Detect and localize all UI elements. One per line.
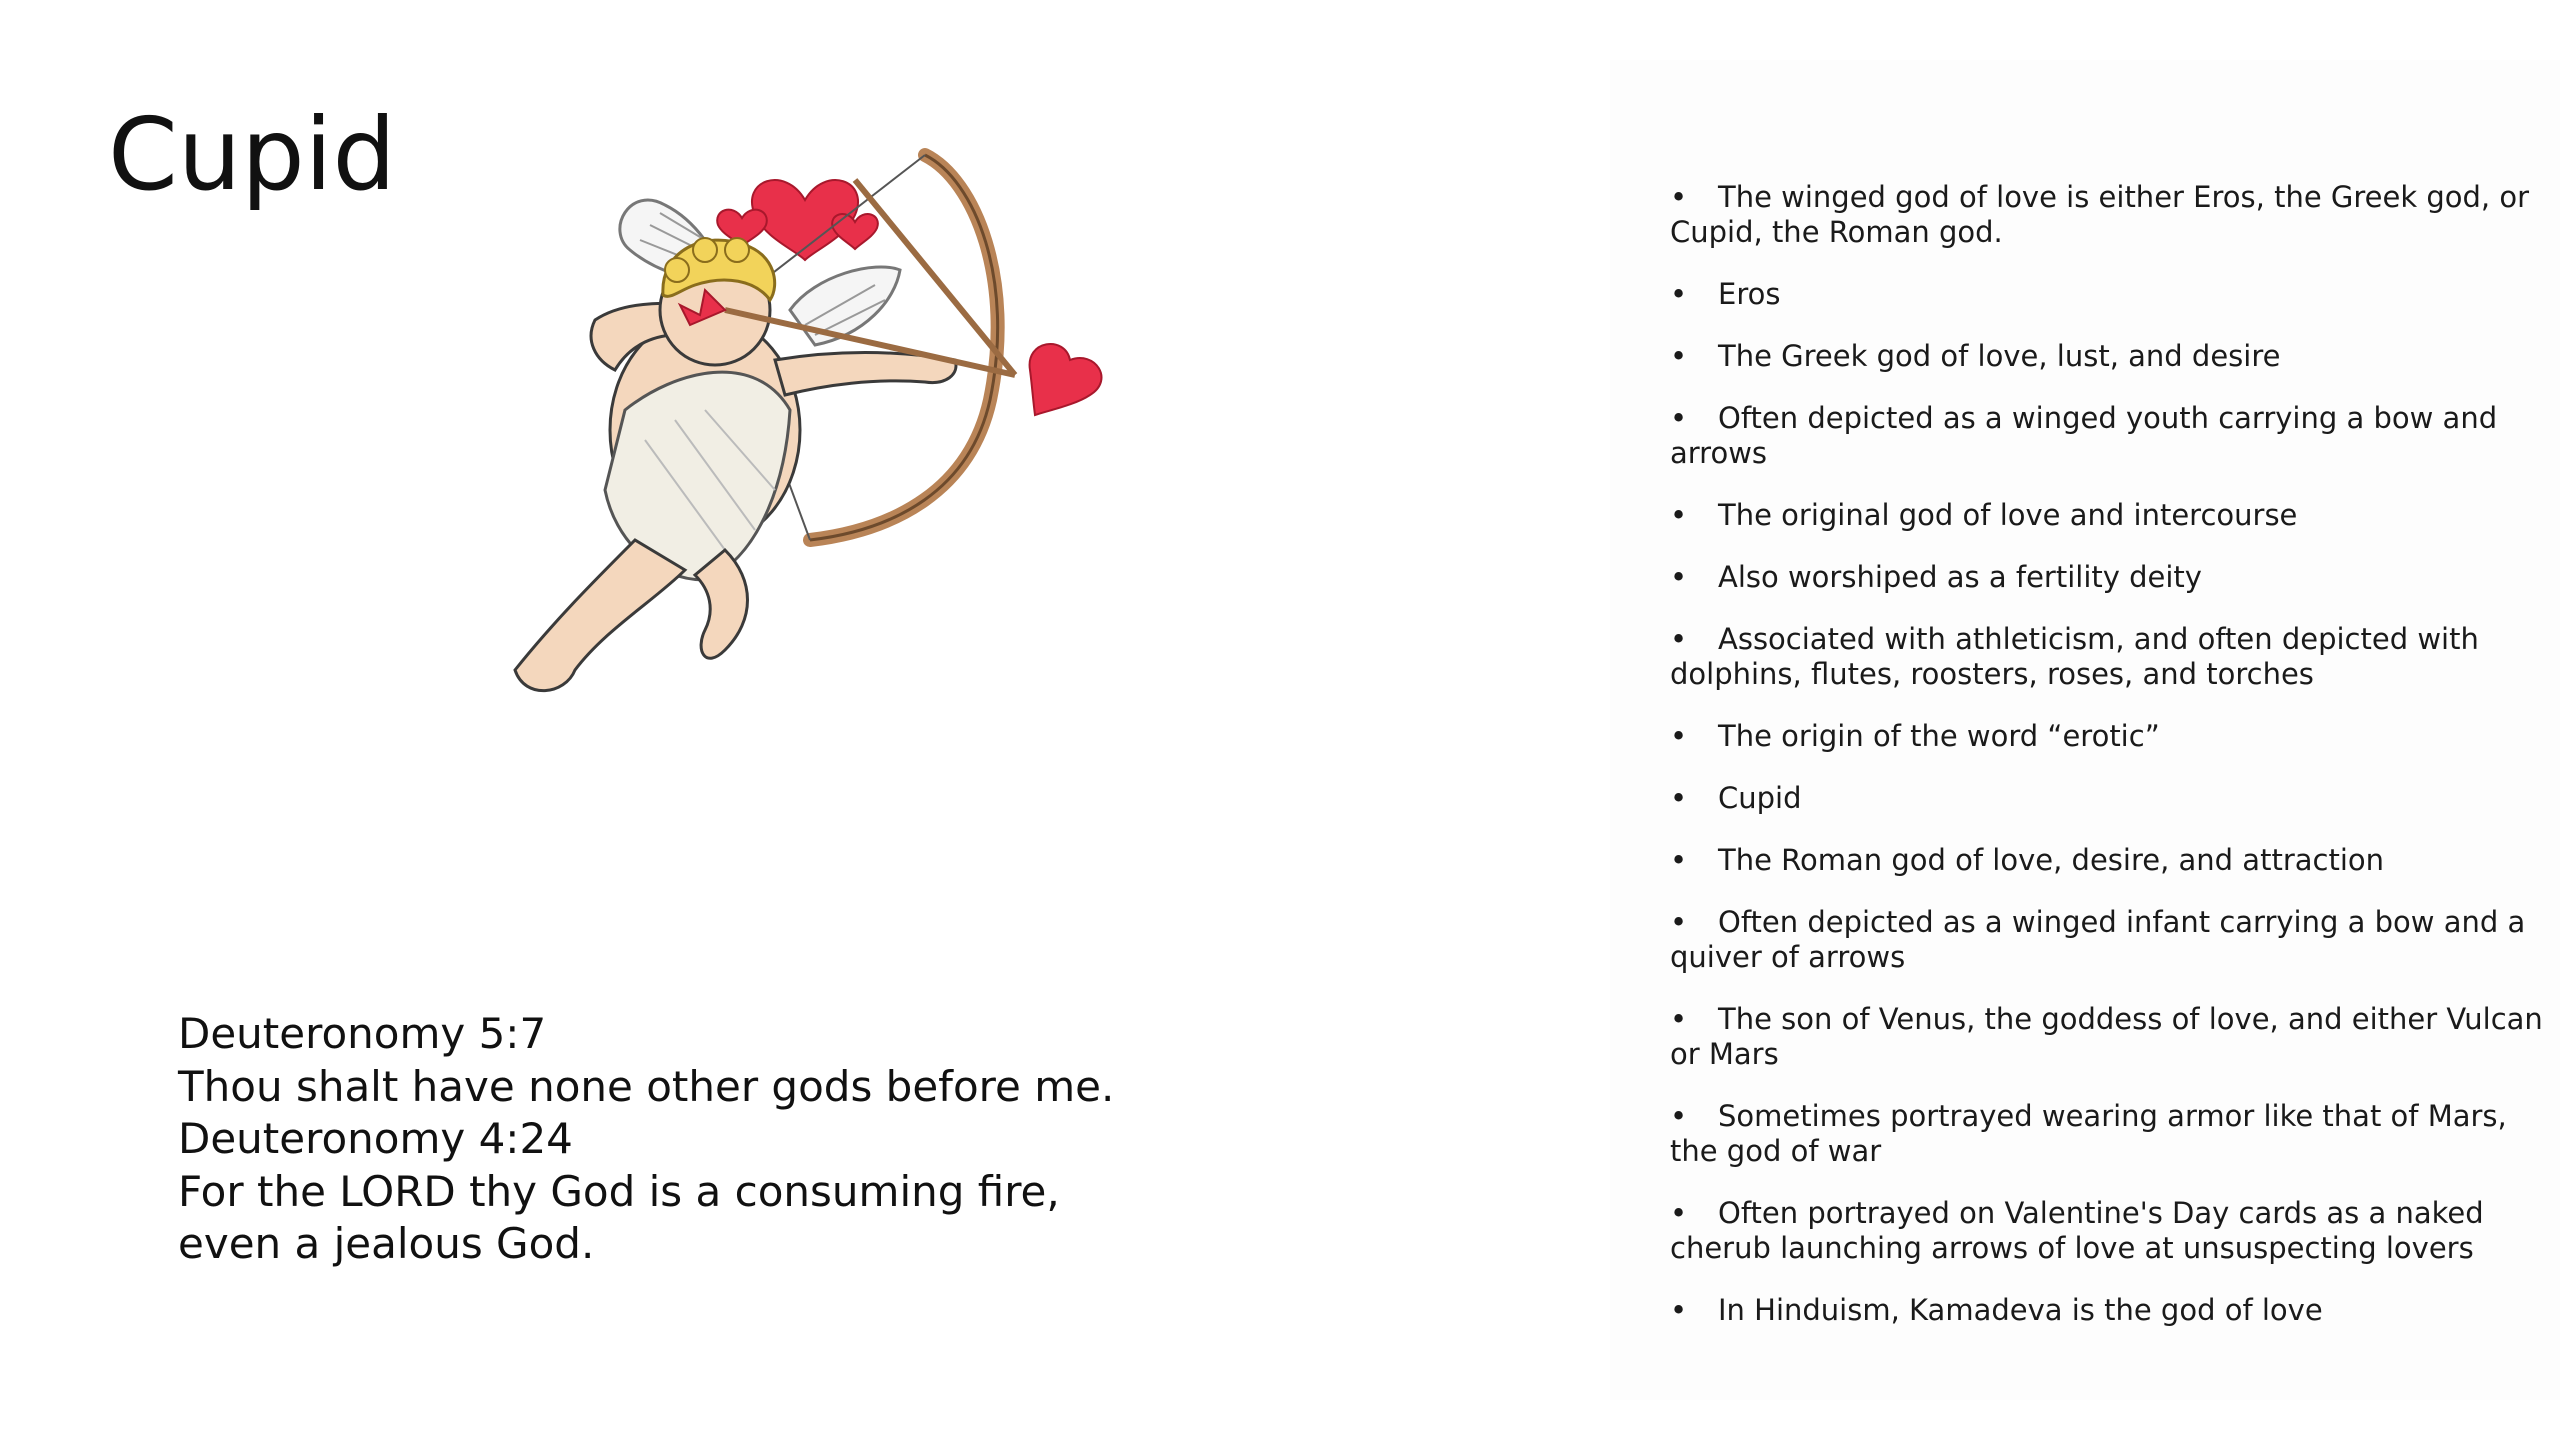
- bullet-text: Often depicted as a winged infant carrying a bow and a quiver of arrows: [1670, 905, 2526, 974]
- verse-text: Thou shalt have none other gods before me.: [178, 1061, 1115, 1111]
- cupid-icon: [455, 110, 1135, 760]
- scripture-verses: [178, 1008, 1178, 1271]
- bullet-item: [1670, 498, 2545, 533]
- bullet-icon: •: [1670, 1002, 1688, 1036]
- verse-reference: Deuteronomy 5:7: [178, 1009, 547, 1058]
- bullet-item: [1670, 1196, 2545, 1266]
- bullet-text: The Greek god of love, lust, and desire: [1718, 339, 2281, 373]
- bullet-text: The winged god of love is either Eros, the Greek god, or Cupid, the Roman god.: [1670, 180, 2529, 249]
- bullet-text: Associated with athleticism, and often depicted with dolphins, flutes, roosters, roses, and torches: [1670, 622, 2479, 691]
- bullet-item: [1670, 1293, 2545, 1328]
- bullet-icon: •: [1670, 905, 1688, 939]
- verse-reference: Deuteronomy 4:24: [178, 1114, 573, 1163]
- bullet-icon: •: [1670, 1196, 1688, 1230]
- bullet-item: [1670, 781, 2545, 816]
- bullet-icon: •: [1670, 1293, 1688, 1327]
- slide-title: Cupid: [108, 96, 396, 213]
- bullet-text: In Hinduism, Kamadeva is the god of love: [1718, 1293, 2323, 1327]
- bullet-item: [1670, 622, 2545, 692]
- bullet-text: Eros: [1718, 277, 1781, 311]
- bullet-text: The son of Venus, the goddess of love, and either Vulcan or Mars: [1670, 1002, 2543, 1071]
- verse-text: even a jealous God.: [178, 1219, 595, 1268]
- bullet-list: [1670, 180, 2545, 1355]
- bullet-icon: •: [1670, 622, 1688, 656]
- bullet-text: The Roman god of love, desire, and attraction: [1718, 843, 2385, 877]
- verse-text: For the LORD thy God is a consuming fire,: [178, 1166, 1060, 1216]
- bullet-icon: •: [1670, 180, 1688, 214]
- bullet-icon: •: [1670, 1099, 1688, 1133]
- bullet-item: [1670, 277, 2545, 312]
- bullet-icon: •: [1670, 719, 1688, 753]
- bullet-icon: •: [1670, 843, 1688, 877]
- arrow-heart-tip: [1030, 344, 1102, 415]
- bullet-icon: •: [1670, 401, 1688, 435]
- bullet-text: Cupid: [1718, 781, 1802, 815]
- front-wing: [790, 267, 900, 345]
- bullet-item: [1670, 905, 2545, 975]
- bullet-text: Often depicted as a winged youth carrying a bow and arrows: [1670, 401, 2498, 470]
- bullet-icon: •: [1670, 781, 1688, 815]
- bullet-icon: •: [1670, 560, 1688, 594]
- leg-front: [515, 540, 685, 691]
- bullet-item: [1670, 843, 2545, 878]
- bullet-icon: •: [1670, 277, 1688, 311]
- bullet-item: [1670, 560, 2545, 595]
- bullet-icon: •: [1670, 339, 1688, 373]
- bullet-text: The origin of the word “erotic”: [1718, 719, 2160, 753]
- bullet-text: Sometimes portrayed wearing armor like that of Mars, the god of war: [1670, 1099, 2507, 1168]
- bullet-text: Often portrayed on Valentine's Day cards as a naked cherub launching arrows of love at unsuspecting lovers: [1670, 1196, 2484, 1265]
- bullet-item: [1670, 180, 2545, 250]
- bullet-icon: •: [1670, 498, 1688, 532]
- bullet-item: [1670, 401, 2545, 471]
- bullet-item: [1670, 1002, 2545, 1072]
- cupid-illustration: [455, 110, 1135, 760]
- bullet-text: The original god of love and intercourse: [1718, 498, 2298, 532]
- bullet-text: Also worshiped as a fertility deity: [1718, 560, 2202, 594]
- bullet-item: [1670, 719, 2545, 754]
- bullet-item: [1670, 1099, 2545, 1169]
- arm-extended: [775, 353, 956, 396]
- bullet-item: [1670, 339, 2545, 374]
